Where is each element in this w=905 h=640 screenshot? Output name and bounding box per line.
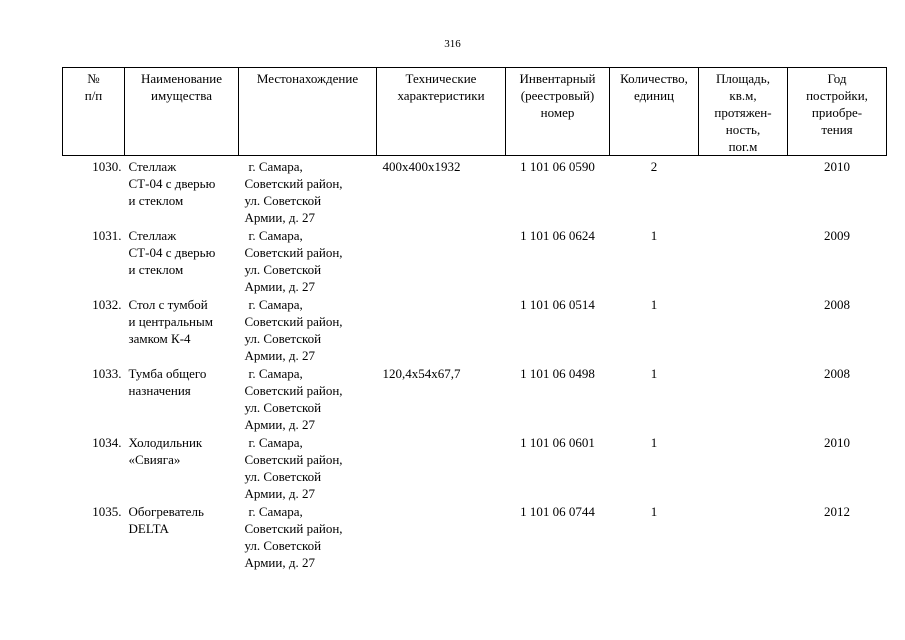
cell-quantity: 1 — [650, 297, 658, 312]
cell-name — [125, 365, 239, 434]
header-area — [699, 68, 788, 156]
cell-inventory: 1 101 06 0498 — [520, 366, 595, 381]
header-line: Инвентарный — [519, 71, 596, 86]
cell-location — [239, 156, 377, 228]
cell-name-line: Стеллаж — [128, 159, 177, 174]
header-inventory — [506, 68, 610, 156]
cell-name-line: Стол с тумбой — [128, 297, 208, 312]
cell-name-line: и стеклом — [128, 262, 184, 277]
cell-location-line: ул. Советской — [244, 331, 322, 346]
header-line: Наименование — [141, 71, 222, 86]
cell-location-line: Армии, д. 27 — [244, 210, 315, 225]
cell-location-line: Армии, д. 27 — [244, 417, 315, 432]
cell-name — [125, 503, 239, 572]
cell-location-line: Советский район, — [244, 176, 343, 191]
cell-quantity: 1 — [650, 504, 658, 519]
cell-year: 2008 — [824, 297, 850, 312]
cell-location-line: Советский район, — [244, 314, 343, 329]
cell-name-line: и центральным — [128, 314, 213, 329]
cell-area — [699, 503, 788, 572]
cell-area — [699, 434, 788, 503]
cell-number: 1035. — [92, 504, 122, 519]
cell-name-line: Холодильник — [128, 435, 203, 450]
cell-location-line: г. Самара, — [248, 228, 303, 243]
cell-year: 2012 — [824, 504, 850, 519]
header-line: протяжен- — [714, 105, 772, 120]
cell-location-line: ул. Советской — [244, 469, 322, 484]
header-line: номер — [540, 105, 575, 120]
property-registry-table — [62, 67, 887, 572]
cell-location-line: Советский район, — [244, 521, 343, 536]
header-line: п/п — [84, 88, 103, 103]
cell-location-line: ул. Советской — [244, 262, 322, 277]
cell-name-line: Стеллаж — [128, 228, 177, 243]
cell-quantity: 1 — [650, 228, 658, 243]
page-number: 316 — [444, 38, 461, 50]
cell-location-line: Армии, д. 27 — [244, 486, 315, 501]
cell-location-line: г. Самара, — [248, 504, 303, 519]
cell-name — [125, 156, 239, 228]
header-line: Год — [827, 71, 847, 86]
header-line: кв.м, — [729, 88, 757, 103]
cell-tech — [377, 503, 506, 572]
cell-name — [125, 227, 239, 296]
header-line: (реестровый) — [520, 88, 595, 103]
cell-inventory: 1 101 06 0601 — [520, 435, 595, 450]
cell-location-line: Советский район, — [244, 245, 343, 260]
cell-name-line: Обогреватель — [128, 504, 204, 519]
cell-area — [699, 296, 788, 365]
cell-location — [239, 296, 377, 365]
table-row — [63, 156, 887, 228]
cell-location-line: г. Самара, — [248, 159, 303, 174]
header-line: № — [87, 71, 100, 86]
header-line: приобре- — [811, 105, 863, 120]
cell-location-line: г. Самара, — [248, 297, 303, 312]
table-row — [63, 434, 887, 503]
cell-area — [699, 227, 788, 296]
cell-location-line: Советский район, — [244, 383, 343, 398]
cell-year: 2008 — [824, 366, 850, 381]
cell-name-line: DELTA — [128, 521, 169, 536]
cell-quantity: 2 — [650, 159, 658, 174]
cell-inventory: 1 101 06 0624 — [520, 228, 595, 243]
cell-location-line: ул. Советской — [244, 193, 322, 208]
header-line: Площадь, — [716, 71, 770, 86]
header-num — [63, 68, 125, 156]
cell-name-line: назначения — [128, 383, 191, 398]
cell-location-line: г. Самара, — [248, 435, 303, 450]
header-line: характеристики — [397, 88, 485, 103]
cell-location — [239, 227, 377, 296]
cell-name-line: СТ-04 с дверью — [128, 176, 216, 191]
cell-inventory: 1 101 06 0514 — [520, 297, 595, 312]
cell-number: 1032. — [92, 297, 122, 312]
cell-location-line: г. Самара, — [248, 366, 303, 381]
cell-location-line: ул. Советской — [244, 400, 322, 415]
cell-name — [125, 296, 239, 365]
cell-year: 2009 — [824, 228, 850, 243]
cell-location-line: Советский район, — [244, 452, 343, 467]
cell-number: 1034. — [92, 435, 122, 450]
cell-name-line: «Свияга» — [128, 452, 181, 467]
table-row — [63, 365, 887, 434]
cell-name-line: и стеклом — [128, 193, 184, 208]
cell-tech — [377, 296, 506, 365]
header-line: имущества — [151, 88, 212, 103]
header-quantity — [610, 68, 699, 156]
header-line: Количество, — [620, 71, 688, 86]
cell-quantity: 1 — [650, 435, 658, 450]
header-year — [788, 68, 887, 156]
cell-tech: 400х400х1932 — [382, 159, 461, 174]
cell-tech — [377, 227, 506, 296]
cell-location-line: Армии, д. 27 — [244, 279, 315, 294]
cell-quantity: 1 — [650, 366, 658, 381]
cell-location — [239, 503, 377, 572]
cell-name-line: СТ-04 с дверью — [128, 245, 216, 260]
cell-number: 1033. — [92, 366, 122, 381]
cell-number: 1030. — [92, 159, 122, 174]
header-line: Местонахождение — [256, 71, 359, 86]
table-header — [63, 68, 887, 156]
cell-tech — [377, 434, 506, 503]
cell-year: 2010 — [824, 435, 850, 450]
header-line: единиц — [633, 88, 675, 103]
cell-location-line: Армии, д. 27 — [244, 555, 315, 570]
header-tech — [377, 68, 506, 156]
cell-name — [125, 434, 239, 503]
cell-area — [699, 365, 788, 434]
header-line: тения — [821, 122, 853, 137]
cell-location-line: Армии, д. 27 — [244, 348, 315, 363]
header-line: Технические — [405, 71, 477, 86]
table-row — [63, 296, 887, 365]
header-line: постройки, — [806, 88, 868, 103]
cell-inventory: 1 101 06 0744 — [520, 504, 595, 519]
header-location — [239, 68, 377, 156]
cell-area — [699, 156, 788, 228]
table-row — [63, 503, 887, 572]
header-row — [63, 68, 887, 156]
cell-location-line: ул. Советской — [244, 538, 322, 553]
table-row — [63, 227, 887, 296]
cell-location — [239, 434, 377, 503]
cell-name-line: Тумба общего — [128, 366, 207, 381]
header-name — [125, 68, 239, 156]
cell-number: 1031. — [92, 228, 122, 243]
table-body — [63, 156, 887, 573]
header-line: пог.м — [728, 139, 758, 154]
cell-year: 2010 — [824, 159, 850, 174]
header-line: ность, — [725, 122, 761, 137]
cell-location — [239, 365, 377, 434]
cell-tech: 120,4х54х67,7 — [382, 366, 461, 381]
cell-name-line: замком К-4 — [128, 331, 191, 346]
cell-inventory: 1 101 06 0590 — [520, 159, 595, 174]
